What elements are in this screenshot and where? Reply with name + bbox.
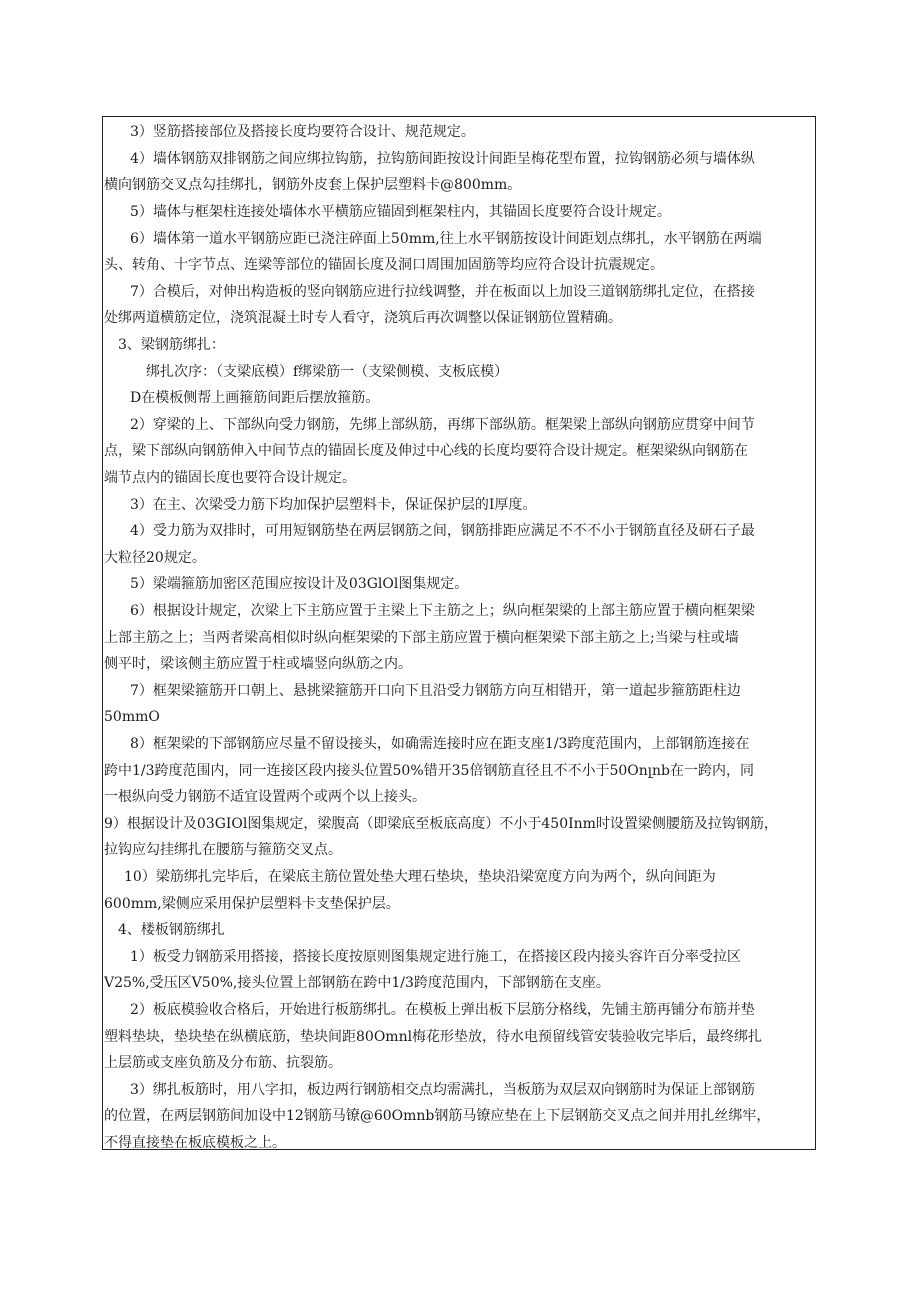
text-line: 横向钢筋交叉点勾挂绑扎，钢筋外皮套上保护层塑料卡@800mm。 bbox=[104, 177, 522, 193]
text-line: 绑扎次序：（支梁底模）f绑梁筋一（支梁侧模、支板底模） bbox=[146, 364, 509, 380]
text-line: 3）在主、次梁受力筋下均加保护层塑料卡，保证保护层的I厚度。 bbox=[130, 497, 537, 513]
text-line: 2）板底模验收合格后，开始进行板筋绑扎。在模板上弹出板下层筋分格线，先铺主筋再铺分布筋并垫 bbox=[130, 1002, 755, 1018]
text-line: 拉钩应勾挂绑扎在腰筋与箍筋交叉点。 bbox=[104, 842, 342, 858]
text-line: D在模板侧帮上画箍筋间距后摆放箍筋。 bbox=[130, 390, 380, 406]
text-line: 上部主筋之上；当两者梁高相似时纵向框架梁的下部主筋应置于横向框架梁下部主筋之上;当梁与柱或墙 bbox=[104, 630, 739, 646]
text-line: 7）合模后，对伸出构造板的竖向钢筋应进行拉线调整，并在板面以上加设三道钢筋绑扎定位，在搭接 bbox=[130, 284, 755, 300]
text-line: 3）绑扎板筋时，用八字扣，板边两行钢筋相交点均需满扎，当板筋为双层双向钢筋时为保证上部钢筋 bbox=[130, 1082, 755, 1098]
text-line: 3）竖筋搭接部位及搭接长度均要符合设计、规范规定。 bbox=[130, 124, 475, 140]
text-line: 10）梁筋绑扎完毕后，在梁底主筋位置处垫大理石垫块，垫块沿梁宽度方向为两个，纵向间距为 bbox=[124, 869, 716, 885]
text-line: 处绑两道横筋定位，浇筑混凝土时专人看守，浇筑后再次调整以保证钢筋位置精确。 bbox=[104, 310, 622, 326]
text-line: 9）根据设计及03GIOl图集规定，梁腹高（即梁底至板底高度）不小于450Inm时设置梁侧腰筋及拉钩钢筋， bbox=[104, 816, 778, 832]
text-line: 大粒径20规定。 bbox=[104, 550, 206, 566]
text-line: 的位置，在两层钢筋间加设中12钢筋马镣@60Omnb钢筋马镣应垫在上下层钢筋交叉点之间并用扎丝绑牢， bbox=[104, 1108, 771, 1124]
section-heading: 3、梁钢筋绑扎： bbox=[118, 337, 225, 353]
text-line: 4）受力筋为双排时，可用短钢筋垫在两层钢筋之间，钢筋排距应满足不不不小于钢筋直径及研石子最 bbox=[130, 523, 755, 539]
text-line: 50mmO bbox=[104, 709, 160, 725]
text-line: 5）梁端箍筋加密区范围应按设计及03GlOl图集规定。 bbox=[130, 576, 469, 592]
text-line: 7）框架梁箍筋开口朝上、悬挑梁箍筋开口向下且沿受力钢筋方向互相错开，第一道起步箍筋距柱边 bbox=[130, 683, 741, 699]
text-line: 不得直接垫在板底模板之上。 bbox=[104, 1135, 286, 1151]
text-line: 端节点内的锚固长度也要符合设计规定。 bbox=[104, 470, 356, 486]
text-line: 塑料垫块，垫块垫在纵横底筋，垫块间距80Omnl梅花形垫放，待水电预留线管安装验收完毕后，最终绑扎 bbox=[104, 1029, 763, 1045]
text-line: 600mm,梁侧应采用保护层塑料卡支垫保护层。 bbox=[104, 896, 400, 912]
text-line: 侧平时，梁该侧主筋应置于柱或墙竖向纵筋之内。 bbox=[104, 656, 412, 672]
text-line: 5）墙体与框架柱连接处墙体水平横筋应锚固到框架柱内，其锚固长度要符合设计规定。 bbox=[130, 204, 671, 220]
text-line: V25%,受压区V50%,接头位置上部钢筋在跨中1/3跨度范围内，下部钢筋在支座。 bbox=[104, 975, 610, 991]
text-line: 2）穿梁的上、下部纵向受力钢筋，先绑上部纵筋，再绑下部纵筋。框架梁上部纵向钢筋应贯穿中间节 bbox=[130, 417, 755, 433]
text-line: 8）框架梁的下部钢筋应尽量不留设接头，如确需连接时应在距支座1/3跨度范围内，上部钢筋连接在 bbox=[130, 736, 750, 752]
section-heading: 4、楼板钢筋绑扎 bbox=[118, 922, 225, 938]
text-line: 6）根据设计规定，次梁上下主筋应置于主梁上下主筋之上；纵向框架梁的上部主筋应置于横向框架梁 bbox=[130, 603, 755, 619]
text-line: 1）板受力钢筋采用搭接，搭接长度按原则图集规定进行施工，在搭接区段内接头容许百分率受拉区 bbox=[130, 949, 741, 965]
text-line: 6）墙体第一道水平钢筋应距已浇注碎面上50mm,往上水平钢筋按设计间距划点绑扎，水平钢筋在两端 bbox=[130, 231, 762, 247]
text-line: 一根纵向受力钢筋不适宜设置两个或两个以上接头。 bbox=[104, 789, 426, 805]
text-line: 上层筋或支座负筋及分布筋、抗裂筋。 bbox=[104, 1055, 342, 1071]
text-line: 点，梁下部纵向钢筋伸入中间节点的锚固长度及伸过中心线的长度均要符合设计规定。框架梁纵向钢筋在 bbox=[104, 443, 748, 459]
text-line: 头、转角、十字节点、连梁等部位的锚固长度及洞口周围加固筋等均应符合设计抗震规定。 bbox=[104, 257, 664, 273]
text-line: 4）墙体钢筋双排钢筋之间应绑拉钩筋，拉钩筋间距按设计间距呈梅花型布置，拉钩钢筋必须与墙体纵 bbox=[130, 151, 755, 167]
text-line: 跨中1/3跨度范围内，同一连接区段内接头位置50%错开35倍钢筋直径且不不小于50Onլnb在一跨内，同 bbox=[104, 763, 755, 779]
